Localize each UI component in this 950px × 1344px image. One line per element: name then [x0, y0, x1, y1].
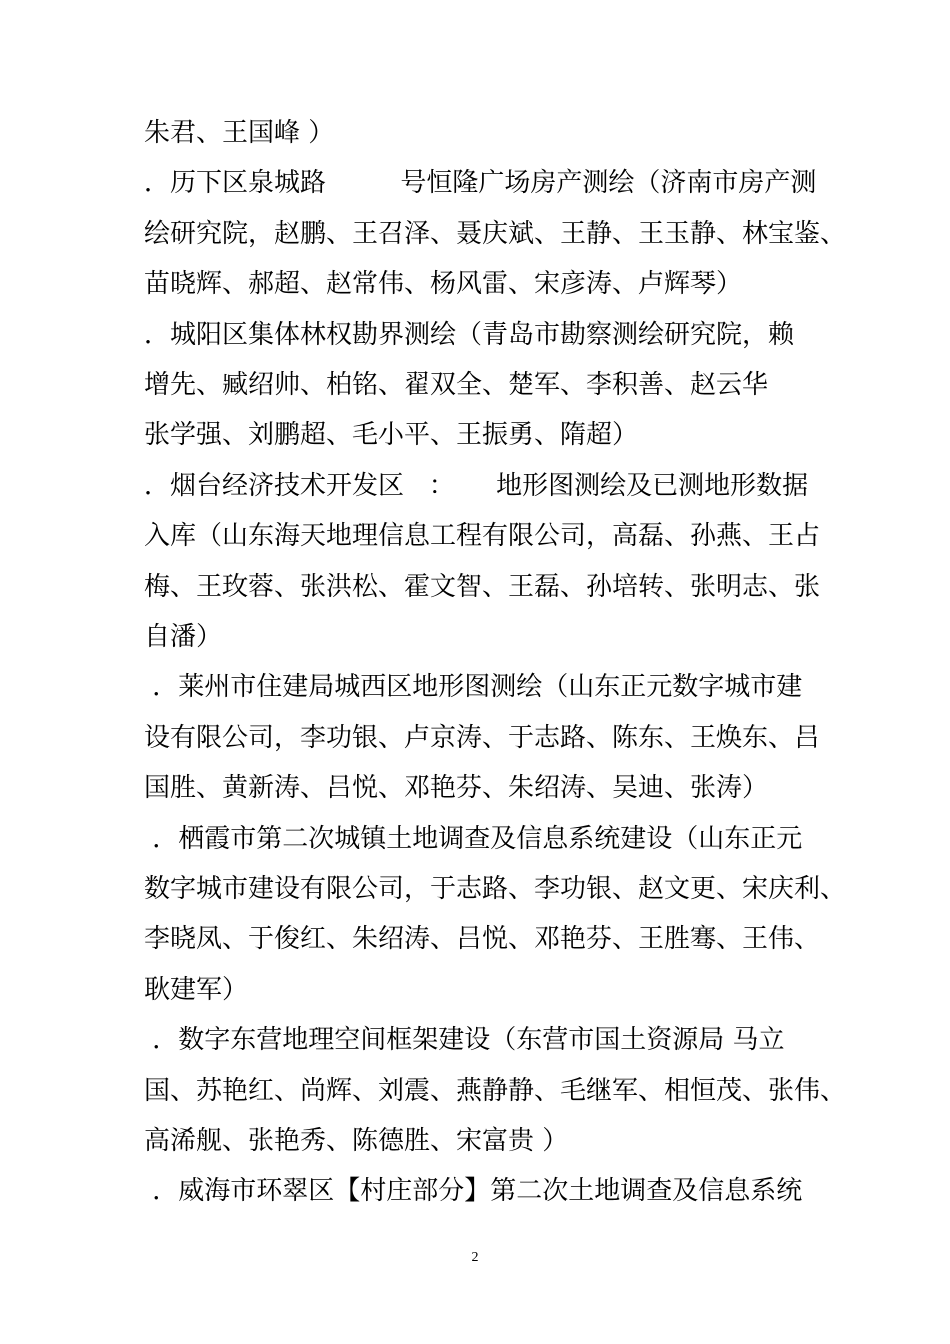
text-line: 李晓凤、于俊红、朱绍涛、吕悦、邓艳芬、王胜骞、王伟、: [144, 924, 821, 955]
text-line: 朱君、王国峰 ）: [144, 118, 335, 148]
text-line: ．栖霞市第二次城镇土地调查及信息系统建设（山东正元: [144, 823, 803, 854]
text-line: 设有限公司，李功银、卢京涛、于志路、陈东、王焕东、吕: [144, 722, 821, 753]
text-line: ．莱州市住建局城西区地形图测绘（山东正元数字城市建: [144, 672, 803, 703]
text-line: 国、苏艳红、尚辉、刘震、燕静静、毛继军、相恒茂、张伟、: [144, 1075, 847, 1106]
text-line: ．烟台经济技术开发区 ： 地形图测绘及已测地形数据: [144, 470, 809, 501]
text-line: ．数字东营地理空间框架建设（东营市国土资源局 马立: [144, 1025, 785, 1056]
text-line: 苗晓辉、郝超、赵常伟、杨风雷、宋彦涛、卢辉琴）: [144, 269, 743, 300]
text-line: 耿建军）: [144, 974, 249, 1005]
text-line: 自潘）: [144, 622, 223, 652]
text-line: 高浠舰、张艳秀、陈德胜、宋富贵 ）: [144, 1126, 569, 1156]
text-line: 张学强、刘鹏超、毛小平、王振勇、隋超）: [144, 420, 639, 451]
text-line: 入库（山东海天地理信息工程有限公司，高磊、孙燕、王占: [144, 521, 821, 552]
text-line: ．历下区泉城路 号恒隆广场房产测绘（济南市房产测: [144, 168, 817, 199]
text-line: 国胜、黄新涛、吕悦、邓艳芬、朱绍涛、吴迪、张涛）: [144, 773, 769, 804]
text-line: 增先、臧绍帅、柏铭、翟双全、楚军、李积善、赵云华: [144, 370, 769, 400]
text-line: ．威海市环翠区【村庄部分】第二次土地调查及信息系统: [144, 1176, 803, 1207]
text-line: 数字城市建设有限公司，于志路、李功银、赵文更、宋庆利、: [144, 874, 847, 904]
text-line: ．城阳区集体林权勘界测绘（青岛市勘察测绘研究院，赖: [144, 319, 795, 350]
text-line: 绘研究院，赵鹏、王召泽、聂庆斌、王静、王玉静、林宝鉴、: [144, 218, 847, 249]
text-line: 梅、王玫蓉、张洪松、霍文智、王磊、孙培转、张明志、张: [144, 571, 821, 602]
page-number: 2: [471, 1250, 479, 1265]
